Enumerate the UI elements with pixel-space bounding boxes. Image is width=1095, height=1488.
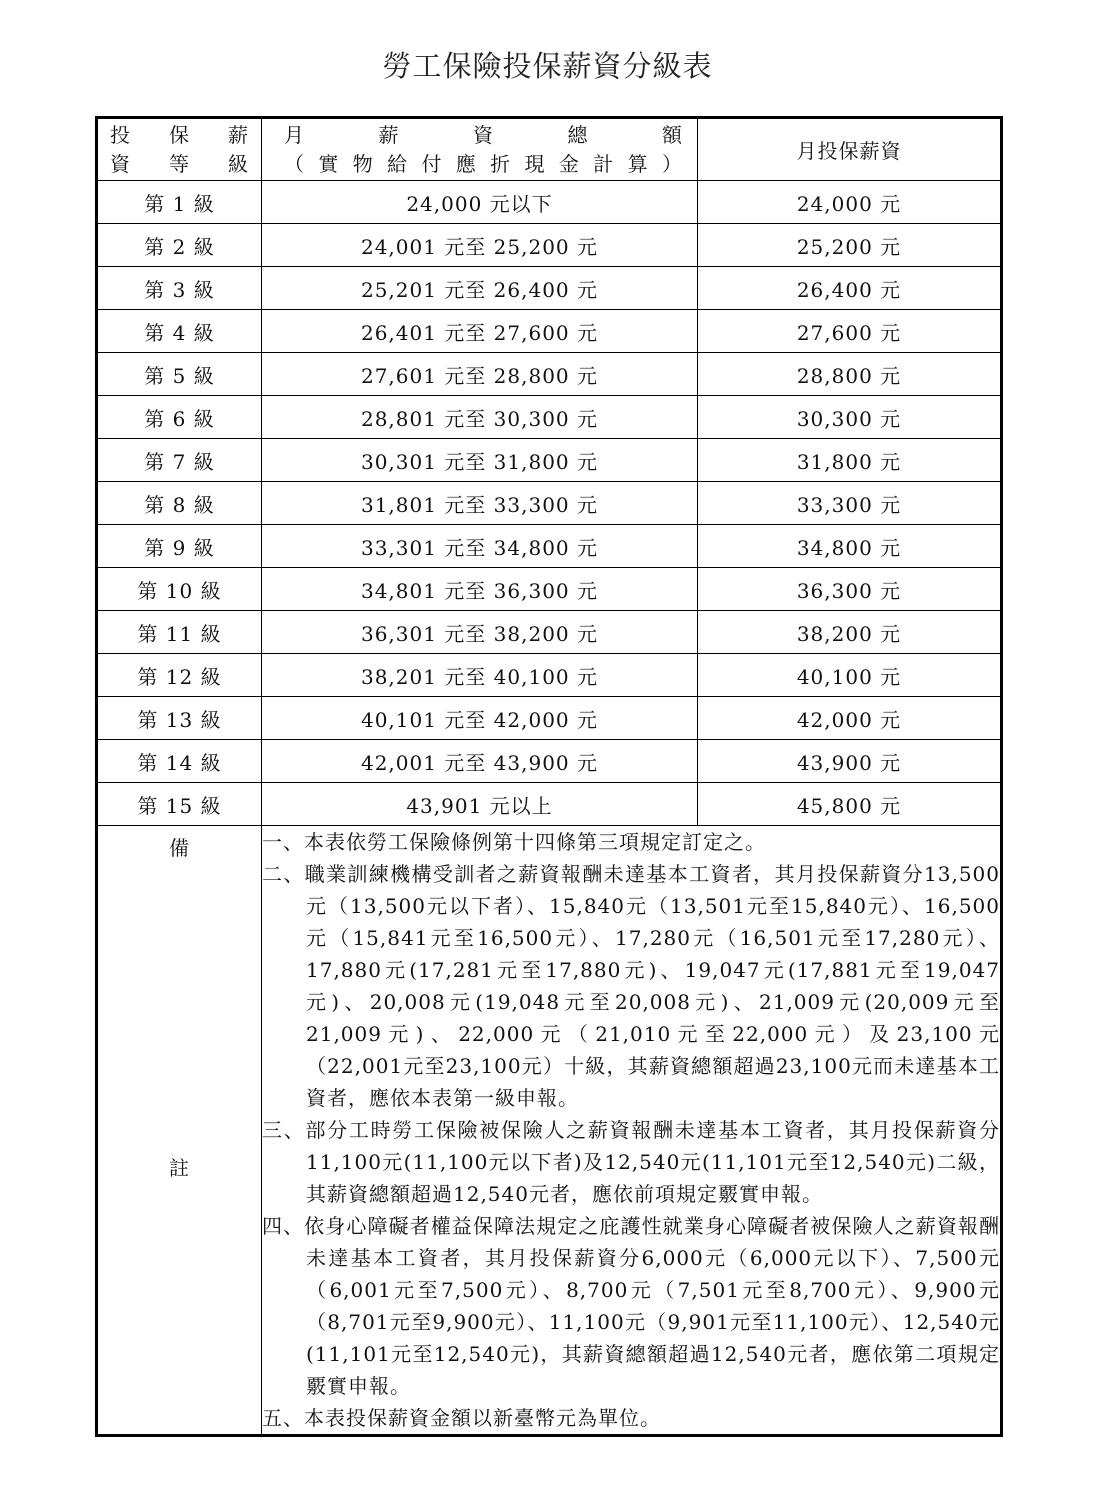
salary-range-cell: 27,601 元至 28,800 元 [262,353,698,396]
table-row [97,439,1002,482]
header-total-char: 物 [352,151,374,176]
header-total-char: 付 [421,151,443,176]
header-total-char: 應 [455,151,477,176]
table-row [97,697,1002,740]
insured-salary-cell: 33,300 元 [698,482,1002,525]
grade-cell: 第 14 級 [97,740,262,783]
table-row [97,267,1002,310]
header-total-char: ） [661,151,683,176]
note-text: 三、部分工時勞工保險被保險人之薪資報酬未達基本工資者，其月投保薪資分11,100元(11,100元以下者)及12,540元(11,101元至12,540元)二級，其薪資總額超過12,540元者，應依前項規定覈實申報。 [262,1118,1000,1206]
note-text: 五、本表投保薪資金額以新臺幣元為單位。 [262,1406,661,1430]
notes-label [97,826,262,1436]
grade-cell: 第 3 級 [97,267,262,310]
note-text: 一、本表依勞工保險條例第十四條第三項規定訂定之。 [262,830,766,854]
grade-cell: 第 10 級 [97,568,262,611]
header-grade-char: 等 [169,151,190,176]
grade-cell: 第 11 級 [97,611,262,654]
insured-salary-cell: 26,400 元 [698,267,1002,310]
insured-salary-cell: 30,300 元 [698,396,1002,439]
insured-salary-cell: 36,300 元 [698,568,1002,611]
table-row [97,224,1002,267]
insured-salary-cell: 40,100 元 [698,654,1002,697]
insured-salary-cell: 43,900 元 [698,740,1002,783]
insured-salary-cell: 24,000 元 [698,181,1002,224]
table-row [97,568,1002,611]
salary-range-cell: 26,401 元至 27,600 元 [262,310,698,353]
header-total-char: 現 [524,151,546,176]
salary-range-cell: 30,301 元至 31,800 元 [262,439,698,482]
salary-grade-table [95,116,1003,1437]
notes-row [97,826,1002,1436]
header-total-char: 薪 [378,122,400,147]
grade-cell: 第 15 級 [97,783,262,826]
header-total-char: （ [284,151,305,176]
header-total-char: 資 [473,122,494,147]
notes-label-char: 註 [169,1156,190,1180]
salary-range-cell: 31,801 元至 33,300 元 [262,482,698,525]
table-row [97,396,1002,439]
grade-cell: 第 6 級 [97,396,262,439]
grade-cell: 第 9 級 [97,525,262,568]
table-row [97,181,1002,224]
header-grade-char: 級 [228,151,249,176]
notes-label-char: 備 [169,836,190,860]
salary-range-cell: 42,001 元至 43,900 元 [262,740,698,783]
grade-cell: 第 2 級 [97,224,262,267]
header-total-char: 折 [490,151,512,176]
salary-range-cell: 40,101 元至 42,000 元 [262,697,698,740]
insured-salary-cell: 31,800 元 [698,439,1002,482]
salary-range-cell: 43,901 元以上 [262,783,698,826]
header-grade-char: 資 [110,151,131,176]
header-total-char: 給 [387,151,409,176]
insured-salary-cell: 25,200 元 [698,224,1002,267]
salary-range-cell: 24,001 元至 25,200 元 [262,224,698,267]
insured-salary-cell: 38,200 元 [698,611,1002,654]
header-total-char: 實 [318,151,340,176]
salary-range-cell: 36,301 元至 38,200 元 [262,611,698,654]
table-row [97,654,1002,697]
salary-range-cell: 28,801 元至 30,300 元 [262,396,698,439]
insured-salary-cell: 27,600 元 [698,310,1002,353]
header-total-char: 總 [567,122,589,147]
grade-cell: 第 7 級 [97,439,262,482]
table-row [97,525,1002,568]
table-header-row [97,118,1002,181]
page-title: 勞工保險投保薪資分級表 [382,49,713,83]
insured-salary-cell: 45,800 元 [698,783,1002,826]
note-item [262,1114,1000,1210]
notes-content [262,826,1002,1436]
salary-range-cell: 38,201 元至 40,100 元 [262,654,698,697]
note-item [262,826,1000,858]
header-total-char: 計 [593,151,615,176]
header-grade-char: 投 [110,122,131,147]
grade-cell: 第 5 級 [97,353,262,396]
note-item [262,1402,1000,1434]
table-row [97,310,1002,353]
header-grade [97,118,262,181]
salary-range-cell: 24,000 元以下 [262,181,698,224]
grade-cell: 第 12 級 [97,654,262,697]
header-total-char: 算 [627,151,649,176]
grade-cell: 第 4 級 [97,310,262,353]
grade-cell: 第 13 級 [97,697,262,740]
table-row [97,740,1002,783]
insured-salary-cell: 42,000 元 [698,697,1002,740]
header-insured-salary: 月投保薪資 [698,118,1002,181]
salary-range-cell: 34,801 元至 36,300 元 [262,568,698,611]
grade-cell: 第 8 級 [97,482,262,525]
table-row [97,353,1002,396]
header-monthly-total [262,118,698,181]
note-text: 四、依身心障礙者權益保障法規定之庇護性就業身心障礙者被保險人之薪資報酬未達基本工資者，其月投保薪資分6,000元（6,000元以下）、7,500元（6,001元至7,500元）、8,700元（7,501元至8,700元）、9,900元（8,701元至9,900元）、11,100元（9,901元至11,100元）、12,540元(11,101元至12,540元)，其薪資總額超過12,540元者，應依第二項規定覈實申報。 [262,1214,1000,1398]
table-row [97,482,1002,525]
header-total-char: 金 [558,151,580,176]
salary-range-cell: 25,201 元至 26,400 元 [262,267,698,310]
salary-range-cell: 33,301 元至 34,800 元 [262,525,698,568]
note-item [262,858,1000,1114]
header-grade-char: 保 [169,122,190,147]
note-text: 二、職業訓練機構受訓者之薪資報酬未達基本工資者，其月投保薪資分13,500元（13,500元以下者）、15,840元（13,501元至15,840元）、16,500元（15,841元至16,500元）、17,280元（16,501元至17,280元）、17,880元(17,281元至17,880元)、19,047元(17,881元至19,047元)、20,008元(19,048元至20,008元)、21,009元(20,009元至21,009元)、22,000元（21,010元至22,000元）及23,100元（22,001元至23,100元）十級，其薪資總額超過23,100元而未達基本工資者，應依本表第一級申報。 [262,862,1000,1110]
grade-cell: 第 1 級 [97,181,262,224]
insured-salary-cell: 34,800 元 [698,525,1002,568]
table-row [97,783,1002,826]
note-item [262,1210,1000,1402]
header-total-char: 月 [284,122,305,147]
header-total-char: 額 [662,122,683,147]
table-row [97,611,1002,654]
header-grade-char: 薪 [228,122,249,147]
insured-salary-cell: 28,800 元 [698,353,1002,396]
